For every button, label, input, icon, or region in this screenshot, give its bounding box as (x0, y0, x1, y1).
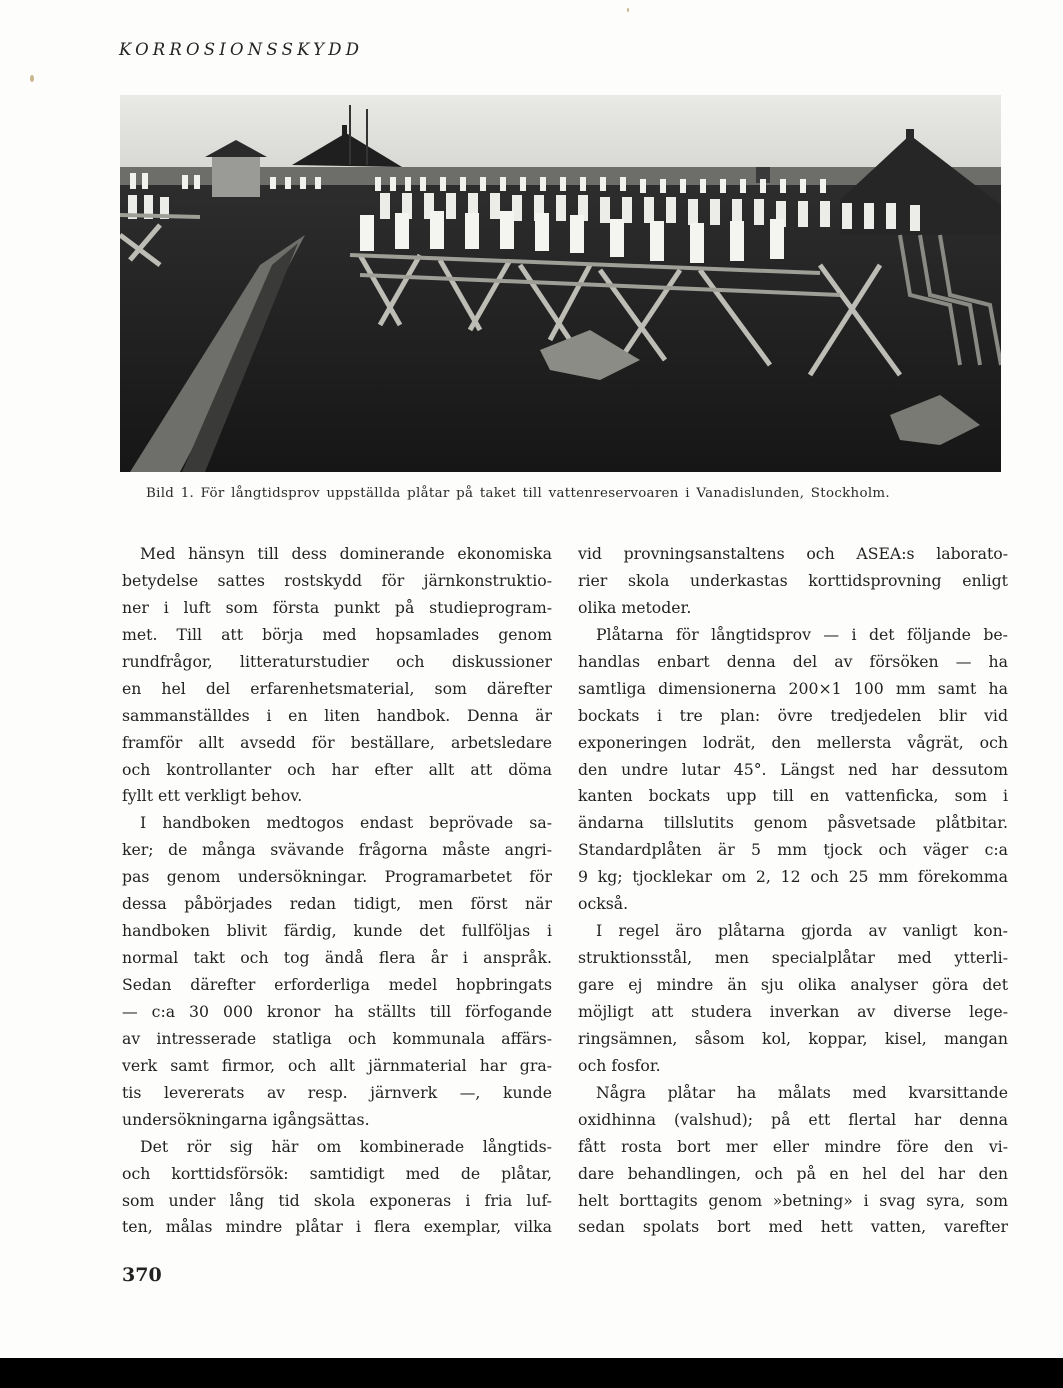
text-line: ändarna tillslutits genom påsvetsade plåtbitar. (578, 813, 1008, 833)
text-line: Med hänsyn till dess dominerande ekonomiska (140, 544, 552, 563)
text-line: gare ej mindre än sju olika analyser göra det (578, 975, 1008, 994)
figure-caption: Bild 1. För långtidsprov uppställda plåtar på taket till vattenreservoaren i Vanadislunden, Stockholm. (146, 486, 890, 501)
text-line: fyllt ett verkligt behov. (122, 786, 303, 806)
text-line: dessa påbörjades redan tidigt, men först när (122, 894, 552, 914)
scan-artifact-speck (627, 8, 629, 12)
text-line: dare behandlingen, och på en hel del har den (578, 1163, 1008, 1183)
text-line: framför allt avsedd för beställare, arbetsledare (122, 732, 552, 752)
text-line: möjligt att studera inverkan av diverse lege- (578, 1001, 1008, 1021)
text-line: kanten bockats upp till en vattenficka, som i (578, 786, 1008, 806)
text-line: 9 kg; tjocklekar om 2, 12 och 25 mm förekomma (578, 867, 1008, 887)
text-line: betydelse sattes rostskydd för järnkonstruktio- (122, 570, 552, 590)
body-column-right (578, 541, 1008, 1241)
text-line: ker; de många svävande frågorna måste angri- (122, 840, 552, 860)
text-line: exponeringen lodrät, den mellersta vågrät, och (578, 732, 1008, 752)
text-line: ten, målas mindre plåtar i flera exemplar, vilka (122, 1217, 552, 1237)
text-line: Sedan därefter erforderliga medel hopbringats (122, 975, 552, 994)
running-head: KORROSIONSSKYDD (119, 40, 364, 59)
text-line: handlas enbart denna del av försöken — ha (578, 651, 1008, 671)
text-line: den undre lutar 45°. Längst ned har dessutom (578, 759, 1008, 779)
text-line: normal takt och tog ändå flera år i anspråk. (122, 948, 552, 968)
text-line: olika metoder. (578, 597, 692, 617)
body-column-left (122, 541, 552, 1241)
text-line: Några plåtar ha målats med kvarsittande (596, 1082, 1008, 1102)
text-line: rier skola underkastas korttidsprovning enligt (578, 570, 1008, 590)
text-line: och kontrollanter och har efter allt att döma (122, 759, 552, 779)
text-line: och korttidsförsök: samtidigt med de plåtar, (122, 1163, 552, 1183)
text-line: Standardplåten är 5 mm tjock och väger c:a (578, 840, 1008, 860)
text-line: rundfrågor, litteraturstudier och diskussioner (122, 651, 552, 671)
scan-border-black-band (0, 1358, 1063, 1388)
text-line: och fosfor. (578, 1055, 661, 1075)
text-line: som under lång tid skola exponeras i fria luf- (122, 1190, 552, 1210)
text-line: I handboken medtogos endast beprövade sa- (140, 813, 552, 833)
scan-artifact-speck (30, 75, 34, 82)
text-line: också. (578, 894, 629, 914)
text-line: — c:a 30 000 kronor ha ställts till förfogande (122, 1001, 552, 1021)
text-line: verk samt firmor, och allt järnmaterial har gra- (122, 1055, 552, 1075)
text-line: undersökningarna igångsättas. (122, 1109, 370, 1129)
text-line: ner i luft som första punkt på studieprogram- (122, 597, 552, 617)
figure-photograph (120, 95, 1001, 472)
text-line: handboken blivit färdig, kunde det fullföljas i (122, 921, 552, 941)
text-line: vid provningsanstaltens och ASEA:s laborato- (578, 544, 1008, 563)
text-line: Det rör sig här om kombinerade långtids- (140, 1136, 552, 1156)
rooftop-test-racks-photo (120, 95, 1001, 472)
text-line: met. Till att börja med hopsamlades genom (122, 624, 552, 644)
text-line: Plåtarna för långtidsprov — i det följande be- (596, 624, 1008, 644)
page-number: 370 (122, 1264, 162, 1286)
text-line: struktionsstål, men specialplåtar med ytterli- (578, 948, 1008, 968)
text-line: helt borttagits genom »betning» i svag syra, som (578, 1190, 1008, 1210)
text-line: fått rosta bort mer eller mindre före den vi- (578, 1136, 1008, 1156)
text-line: sedan spolats bort med hett vatten, varefter (578, 1217, 1008, 1237)
text-line: I regel äro plåtarna gjorda av vanligt kon- (596, 921, 1008, 941)
text-line: pas genom undersökningar. Programarbetet för (122, 867, 552, 887)
text-line: tis levererats av resp. järnverk —, kunde (122, 1082, 552, 1102)
text-line: sammanställdes i en liten handbok. Denna är (122, 705, 552, 725)
text-line: en hel del erfarenhetsmaterial, som därefter (122, 678, 552, 698)
text-line: ringsämnen, såsom kol, koppar, kisel, mangan (578, 1028, 1008, 1048)
text-line: oxidhinna (valshud); på ett flertal har denna (578, 1109, 1008, 1129)
text-line: av intresserade statliga och kommunala affärs- (122, 1028, 552, 1048)
text-line: samtliga dimensionerna 200×1 100 mm samt ha (578, 678, 1008, 698)
text-line: bockats i tre plan: övre tredjedelen blir vid (578, 705, 1008, 725)
